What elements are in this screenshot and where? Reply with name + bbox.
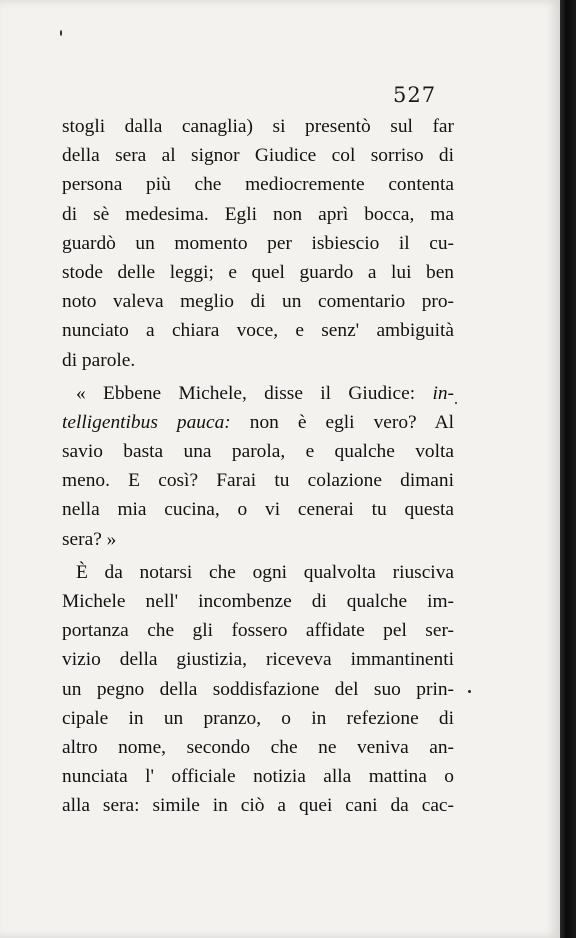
text-line: un pegno della soddisfazione del suo prin-: [62, 678, 454, 700]
text-line: noto valeva meglio di un comentario pro-: [62, 291, 454, 313]
text-line: meno. E così? Farai tu colazione dimani: [62, 470, 454, 492]
text-line: cipale in un pranzo, o in refezione di: [62, 707, 454, 729]
text-line: È da notarsi che ogni qualvolta riusciva: [76, 561, 454, 583]
text-line: [62, 408, 454, 437]
ink-speck: [60, 30, 62, 36]
text-line: nella mia cucina, o vi cenerai tu questa: [62, 499, 454, 521]
page-number: 527: [393, 83, 437, 107]
text-line: Michele nell' incombenze di qualche im-: [62, 591, 454, 612]
text-line: [62, 379, 454, 408]
text-line: altro nome, secondo che ne veniva an-: [62, 736, 454, 758]
text-line: sera? »: [62, 528, 117, 550]
paragraph-1: [62, 112, 454, 375]
text-line: persona più che mediocremente contenta: [62, 174, 454, 196]
text-line: stode delle leggi; e quel guardo a lui ben: [62, 261, 454, 283]
paragraph-3: [62, 558, 454, 821]
text-segment: « Ebbene Michele, disse il Giudice:: [76, 382, 433, 404]
page-edge-shadow: [560, 0, 576, 938]
text-line: nunciata l' officiale notizia alla mattina o: [62, 766, 454, 788]
text-line: alla sera: simile in ciò a quei cani da cac-: [62, 795, 454, 817]
text-line: stogli dalla canaglia) si presentò sul far: [62, 116, 454, 137]
text-line: savio basta una parola, e qualche volta: [62, 441, 454, 463]
text-line: portanza che gli fossero affidate pel ser-: [62, 620, 454, 642]
body-text: [62, 112, 454, 821]
paragraph-2: [62, 379, 454, 554]
italic-text: in-: [432, 382, 454, 404]
text-line: di sè medesima. Egli non aprì bocca, ma: [62, 203, 454, 225]
ink-speck: [468, 690, 471, 693]
text-line: nunciato a chiara voce, e senz' ambiguità: [62, 320, 454, 342]
text-line: guardò un momento per isbiescio il cu-: [62, 232, 454, 254]
italic-text: telligentibus pauca:: [62, 411, 231, 433]
ink-speck: [455, 402, 457, 404]
text-segment: non è egli vero? Al: [230, 411, 454, 433]
text-line: vizio della giustizia, riceveva immantinenti: [62, 649, 454, 671]
text-line: della sera al signor Giudice col sorriso di: [62, 145, 454, 167]
text-line: di parole.: [62, 349, 136, 371]
